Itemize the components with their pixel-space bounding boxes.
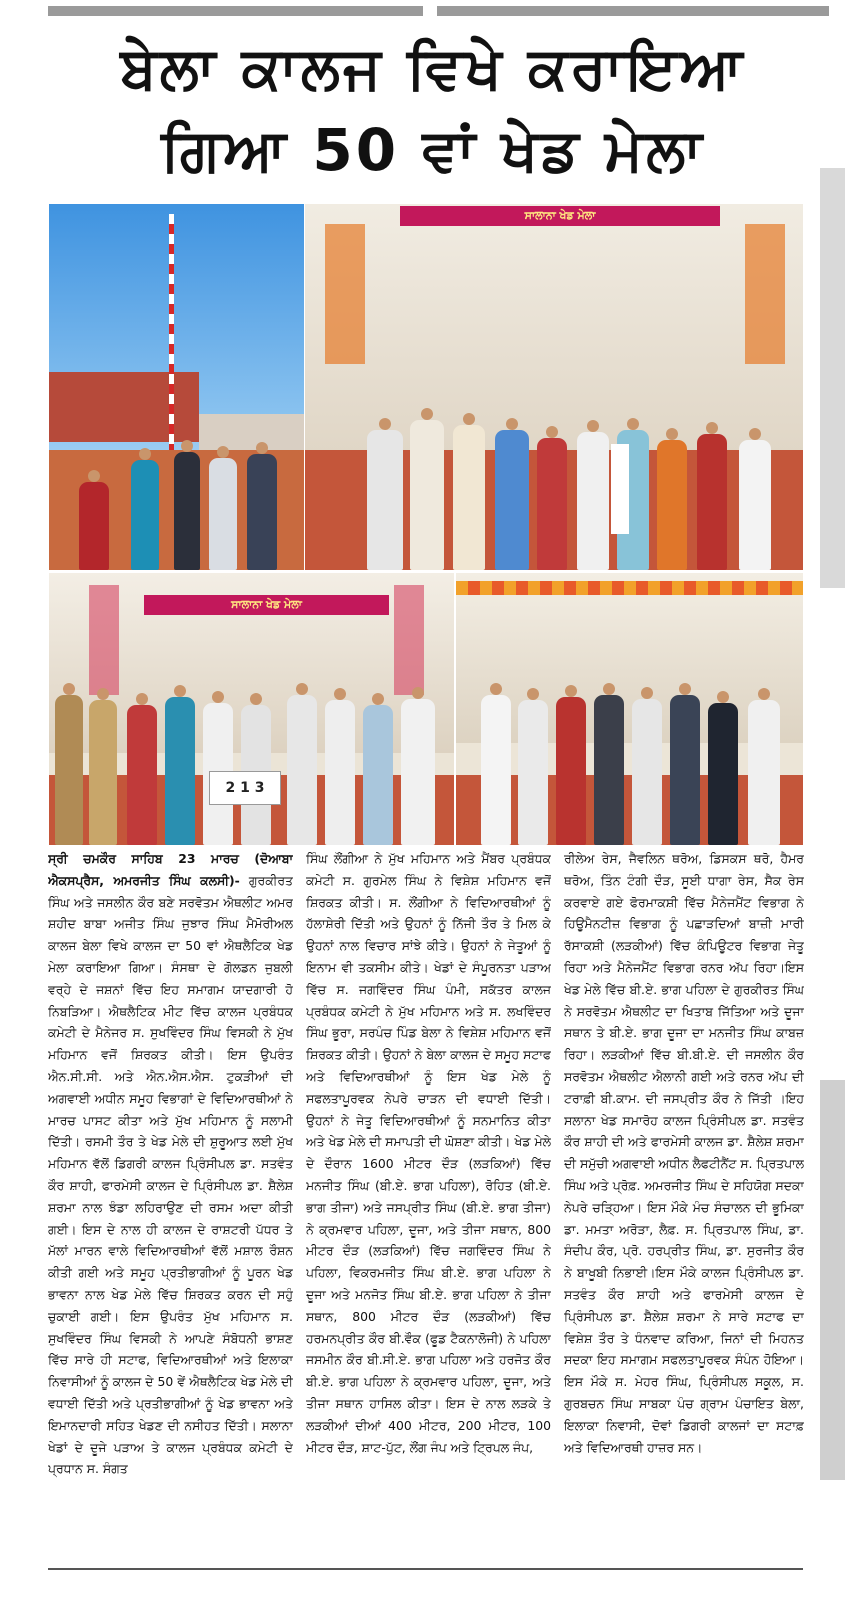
article-column-2: ਸਿੰਘ ਲੌਂਗੀਆ ਨੇ ਮੁੱਖ ਮਹਿਮਾਨ ਅਤੇ ਮੈਂਬਰ ਪ੍ਰਬੰਧਕ ਕਮੇਟੀ ਸ. ਗੁਰਮੇਲ ਸਿੰਘ ਨੇ ਵਿਸ਼ੇਸ਼ ਮਹਿਮਾਨ ਵਜੋਂ ਸ਼ਿਰਕਤ ਕੀਤੀ। ਸ. ਲੌਂਗੀਆ ਨੇ ਵਿਦਿਆਰਥੀਆਂ ਨੂੰ ਹੱਲਾਸ਼ੇਰੀ ਦਿੱਤੀ ਅਤੇ ਉਹਨਾਂ ਨੂੰ ਨਿੱਜੀ ਤੌਰ ਤੇ ਮਿਲ ਕੇ ਉਹਨਾਂ ਨਾਲ ਵਿਚਾਰ ਸਾਂਝੇ ਕੀਤੇ। ਉਹਨਾਂ ਨੇ ਜੇਤੂਆਂ ਨੂੰ ਇਨਾਮ ਵੀ ਤਕਸੀਮ ਕੀਤੇ। ਖੇਡਾਂ ਦੇ ਸੰਪੂਰਨਤਾ ਪੜਾਅ ਵਿੱਚ ਸ. ਜਗਵਿੰਦਰ ਸਿੰਘ ਪੰਮੀ, ਸਕੱਤਰ ਕਾਲਜ ਪ੍ਰਬੰਧਕ ਕਮੇਟੀ ਨੇ ਮੁੱਖ ਮਹਿਮਾਨ ਅਤੇ ਸ. ਲਖਵਿੰਦਰ ਸਿੰਘ ਭੂਰਾ, ਸਰਪੰਚ ਪਿੰਡ ਬੇਲਾ ਨੇ ਵਿਸ਼ੇਸ਼ ਮਹਿਮਾਨ ਵਜੋਂ ਸ਼ਿਰਕਤ ਕੀਤੀ। ਉਹਨਾਂ ਨੇ ਬੇਲਾ ਕਾਲਜ ਦੇ ਸਮੂਹ ਸਟਾਫ ਅਤੇ ਵਿਦਿਆਰਥੀਆਂ ਨੂੰ ਇਸ ਖੇਡ ਮੇਲੇ ਨੂੰ ਸਫਲਤਾਪੂਰਵਕ ਨੇਪਰੇ ਚਾੜਨ ਦੀ ਵਧਾਈ ਦਿੱਤੀ। ਉਹਨਾਂ ਨੇ ਜੇਤੂ ਵਿਦਿਆਰਥੀਆਂ ਨੂੰ ਸਨਮਾਨਿਤ ਕੀਤਾ ਅਤੇ ਖੇਡ ਮੇਲੇ ਦੀ ਸਮਾਪਤੀ ਦੀ ਘੋਸ਼ਣਾ ਕੀਤੀ। ਖੇਡ ਮੇਲੇ ਦੇ ਦੌਰਾਨ 1600 ਮੀਟਰ ਦੌੜ (ਲੜਕਿਆਂ) ਵਿੱਚ ਮਨਜੀਤ ਸਿੰਘ (ਬੀ.ਏ. ਭਾਗ ਪਹਿਲਾ), ਰੋਹਿਤ (ਬੀ.ਏ. ਭਾਗ ਤੀਜਾ) ਅਤੇ ਜਸਪ੍ਰੀਤ ਸਿੰਘ (ਬੀ.ਏ. ਭਾਗ ਤੀਜਾ) ਨੇ ਕ੍ਰਮਵਾਰ ਪਹਿਲਾ, ਦੂਜਾ, ਅਤੇ ਤੀਜਾ ਸਥਾਨ, 800 ਮੀਟਰ ਦੌੜ (ਲੜਕਿਆਂ) ਵਿੱਚ ਜਗਵਿੰਦਰ ਸਿੰਘ ਨੇ ਪਹਿਲਾ, ਵਿਕਰਮਜੀਤ ਸਿੰਘ ਬੀ.ਏ. ਭਾਗ ਪਹਿਲਾ ਨੇ ਦੂਜਾ ਅਤੇ ਮਨਜੋਤ ਸਿੰਘ ਬੀ.ਏ. ਭਾਗ ਪਹਿਲਾ ਨੇ ਤੀਜਾ ਸਥਾਨ, 800 ਮੀਟਰ ਦੌੜ (ਲੜਕੀਆਂ) ਵਿੱਚ ਹਰਮਨਪ੍ਰੀਤ ਕੌਰ ਬੀ.ਵੌਕ (ਫੂਡ ਟੈਕਨਾਲੋਜੀ) ਨੇ ਪਹਿਲਾ ਜਸਮੀਨ ਕੌਰ ਬੀ.ਸੀ.ਏ. ਭਾਗ ਪਹਿਲਾ ਅਤੇ ਹਰਜੋਤ ਕੌਰ ਬੀ.ਏ. ਭਾਗ ਪਹਿਲਾ ਨੇ ਕ੍ਰਮਵਾਰ ਪਹਿਲਾ, ਦੂਜਾ, ਅਤੇ ਤੀਜਾ ਸਥਾਨ ਹਾਸਿਲ ਕੀਤਾ। ਇਸ ਦੇ ਨਾਲ ਲੜਕੇ ਤੇ ਲੜਕੀਆਂ ਦੀਆਂ 400 ਮੀਟਰ, 200 ਮੀਟਰ, 100 ਮੀਟਰ ਦੌੜ, ਸ਼ਾਟ-ਪੁੱਟ, ਲੌਂਗ ਜੰਪ ਅਤੇ ਟ੍ਰਿਪਲ ਜੰਪ,: [306, 851, 551, 1455]
photo-award-winners: [455, 572, 804, 846]
headline-line-1: ਬੇਲਾ ਕਾਲਜ ਵਿਖੇ ਕਰਾਇਆ: [120, 34, 746, 102]
photo-flag-hoisting: [48, 203, 305, 571]
headline-line-2: ਗਿਆ 50 ਵਾਂ ਖੇਡ ਮੇਲਾ: [161, 116, 705, 184]
banner-annual-sports-2: ਸਾਲਾਨਾ ਖੇਡ ਮੇਲਾ: [144, 595, 389, 615]
adjacent-page-strip-2: [820, 1080, 845, 1480]
top-rule-right: [437, 6, 829, 16]
article-column-1-text: ਗੁਰਕੀਰਤ ਸਿੰਘ ਅਤੇ ਜਸਲੀਨ ਕੌਰ ਬਣੇ ਸਰਵੋਤਮ ਐਥਲੀਟ ਅਮਰ ਸ਼ਹੀਦ ਬਾਬਾ ਅਜੀਤ ਸਿੰਘ ਜੁਝਾਰ ਸਿੰਘ ਮੈਮੋਰੀਅਲ ਕਾਲਜ ਬੇਲਾ ਵਿਖੇ ਕਾਲਜ ਦਾ 50 ਵਾਂ ਐਥਲੈਟਿਕ ਖੇਡ ਮੇਲਾ ਕਰਾਇਆ ਗਿਆ। ਸੰਸਥਾ ਦੇ ਗੋਲਡਨ ਜੁਬਲੀ ਵਰ੍ਹੇ ਦੇ ਜਸ਼ਨਾਂ ਵਿੱਚ ਇਹ ਸਮਾਗਮ ਯਾਦਗਾਰੀ ਹੋ ਨਿਬੜਿਆ। ਐਥਲੈਟਿਕ ਮੀਟ ਵਿੱਚ ਕਾਲਜ ਪ੍ਰਬੰਧਕ ਕਮੇਟੀ ਦੇ ਮੈਨੇਜਰ ਸ. ਸੁਖਵਿੰਦਰ ਸਿੰਘ ਵਿਸਕੀ ਨੇ ਮੁੱਖ ਮਹਿਮਾਨ ਵਜੋਂ ਸ਼ਿਰਕਤ ਕੀਤੀ। ਇਸ ਉਪਰੰਤ ਐਨ.ਸੀ.ਸੀ. ਅਤੇ ਐਨ.ਐਸ.ਐਸ. ਟੁਕੜੀਆਂ ਦੀ ਅਗਵਾਈ ਅਧੀਨ ਸਮੂਹ ਵਿਭਾਗਾਂ ਦੇ ਵਿਦਿਆਰਥੀਆਂ ਨੇ ਮਾਰਚ ਪਾਸਟ ਕੀਤਾ ਅਤੇ ਮੁੱਖ ਮਹਿਮਾਨ ਨੂੰ ਸਲਾਮੀ ਦਿੱਤੀ। ਰਸਮੀ ਤੌਰ ਤੇ ਖੇਡ ਮੇਲੇ ਦੀ ਸ਼ੁਰੂਆਤ ਲਈ ਮੁੱਖ ਮਹਿਮਾਨ ਵੱਲੋਂ ਡਿਗਰੀ ਕਾਲਜ ਪ੍ਰਿੰਸੀਪਲ ਡਾ. ਸਤਵੰਤ ਕੌਰ ਸ਼ਾਹੀ, ਫਾਰਮੇਸੀ ਕਾਲਜ ਦੇ ਪ੍ਰਿੰਸੀਪਲ ਡਾ. ਸ਼ੈਲੇਸ਼ ਸ਼ਰਮਾ ਨਾਲ ਝੰਡਾ ਲਹਿਰਾਉਣ ਦੀ ਰਸਮ ਅਦਾ ਕੀਤੀ ਗਈ। ਇਸ ਦੇ ਨਾਲ ਹੀ ਕਾਲਜ ਦੇ ਰਾਸ਼ਟਰੀ ਪੱਧਰ ਤੇ ਮੱਲਾਂ ਮਾਰਨ ਵਾਲੇ ਵਿਦਿਆਰਥੀਆਂ ਵੱਲੋਂ ਮਸ਼ਾਲ ਰੌਸ਼ਨ ਕੀਤੀ ਗਈ ਅਤੇ ਸਮੂਹ ਪ੍ਰਤੀਭਾਗੀਆਂ ਨੂੰ ਪੂਰਨ ਖੇਡ ਭਾਵਨਾ ਨਾਲ ਖੇਡ ਮੇਲੇ ਵਿੱਚ ਸ਼ਿਰਕਤ ਕਰਨ ਦੀ ਸਹੁੰ ਚੁਕਾਈ ਗਈ। ਇਸ ਉਪਰੰਤ ਮੁੱਖ ਮਹਿਮਾਨ ਸ. ਸੁਖਵਿੰਦਰ ਸਿੰਘ ਵਿਸਕੀ ਨੇ ਆਪਣੇ ਸੰਬੋਧਨੀ ਭਾਸ਼ਣ ਵਿੱਚ ਸਾਰੇ ਹੀ ਸਟਾਫ, ਵਿਦਿਆਰਥੀਆਂ ਅਤੇ ਇਲਾਕਾ ਨਿਵਾਸੀਆਂ ਨੂੰ ਕਾਲਜ ਦੇ 50 ਵੇਂ ਐਥਲੈਟਿਕ ਖੇਡ ਮੇਲੇ ਦੀ ਵਧਾਈ ਦਿੱਤੀ ਅਤੇ ਪ੍ਰਤੀਭਾਗੀਆਂ ਨੂੰ ਖੇਡ ਭਾਵਨਾ ਅਤੇ ਇਮਾਨਦਾਰੀ ਸਹਿਤ ਖੇਡਣ ਦੀ ਨਸੀਹਤ ਦਿੱਤੀ। ਸਲਾਨਾ ਖੇਡਾਂ ਦੇ ਦੂਜੇ ਪੜਾਅ ਤੇ ਕਾਲਜ ਪ੍ਰਬੰਧਕ ਕਮੇਟੀ ਦੇ ਪ੍ਰਧਾਨ ਸ. ਸੰਗਤ: [48, 872, 293, 1477]
banner-annual-sports: ਸਾਲਾਨਾ ਖੇਡ ਮੇਲਾ: [400, 206, 720, 226]
photo-group-stage: [304, 203, 804, 571]
article-column-1: [48, 848, 293, 1560]
article-column-3: ਰੀਲੇਅ ਰੇਸ, ਜੈਵਲਿਨ ਥਰੋਅ, ਡਿਸਕਸ ਥਰੋ, ਹੈਮਰ ਥਰੋਅ, ਤਿੰਨ ਟੰਗੀ ਦੌੜ, ਸੂਈ ਧਾਗਾ ਰੇਸ, ਸੈਕ ਰੇਸ ਕਰਵਾਏ ਗਏ ਫੋਰਮਾਕਸ਼ੀ ਵਿੱਚ ਮੈਨੇਜਮੈਂਟ ਵਿਭਾਗ ਨੇ ਹਿਊਮੈਨਟੀਜ਼ ਵਿਭਾਗ ਨੂੰ ਪਛਾੜਦਿਆਂ ਬਾਜ਼ੀ ਮਾਰੀ ਰੱਸਾਕਸ਼ੀ (ਲੜਕੀਆਂ) ਵਿੱਚ ਕੰਪਿਊਟਰ ਵਿਭਾਗ ਜੇਤੂ ਰਿਹਾ ਅਤੇ ਮੈਨੇਜਮੈਂਟ ਵਿਭਾਗ ਰਨਰ ਅੱਪ ਰਿਹਾ।ਇਸ ਖੇਡ ਮੇਲੇ ਵਿੱਚ ਬੀ.ਏ. ਭਾਗ ਪਹਿਲਾ ਦੇ ਗੁਰਕੀਰਤ ਸਿੰਘ ਨੇ ਸਰਵੋਤਮ ਐਥਲੀਟ ਦਾ ਖਿਤਾਬ ਜਿੱਤਿਆ ਅਤੇ ਦੂਜਾ ਸਥਾਨ ਤੇ ਬੀ.ਏ. ਭਾਗ ਦੂਜਾ ਦਾ ਮਨਜੀਤ ਸਿੰਘ ਕਾਬਜ਼ ਰਿਹਾ। ਲੜਕੀਆਂ ਵਿੱਚ ਬੀ.ਬੀ.ਏ. ਦੀ ਜਸਲੀਨ ਕੌਰ ਸਰਵੋਤਮ ਐਥਲੀਟ ਐਲਾਨੀ ਗਈ ਅਤੇ ਰਨਰ ਅੱਪ ਦੀ ਟਰਾਫ਼ੀ ਬੀ.ਕਾਮ. ਦੀ ਜਸਪ੍ਰੀਤ ਕੌਰ ਨੇ ਜਿੱਤੀ ।ਇਹ ਸਲਾਨਾ ਖੇਡ ਸਮਾਰੋਹ ਕਾਲਜ ਪ੍ਰਿੰਸੀਪਲ ਡਾ. ਸਤਵੰਤ ਕੌਰ ਸ਼ਾਹੀ ਦੀ ਅਤੇ ਫਾਰਮੇਸੀ ਕਾਲਜ ਡਾ. ਸ਼ੈਲੇਸ਼ ਸ਼ਰਮਾ ਦੀ ਸਮੁੱਚੀ ਅਗਵਾਈ ਅਧੀਨ ਲੈਫਟੀਨੈਂਟ ਸ. ਪ੍ਰਿਤਪਾਲ ਸਿੰਘ ਅਤੇ ਪ੍ਰੋਫ਼. ਅਮਰਜੀਤ ਸਿੰਘ ਦੇ ਸਹਿਯੋਗ ਸਦਕਾ ਨੇਪਰੇ ਚੜ੍ਹਿਆ। ਇਸ ਮੌਕੇ ਮੰਚ ਸੰਚਾਲਨ ਦੀ ਭੂਮਿਕਾ ਡਾ. ਮਮਤਾ ਅਰੋੜਾ, ਲੈਫ਼. ਸ. ਪ੍ਰਿਤਪਾਲ ਸਿੰਘ, ਡਾ. ਸੰਦੀਪ ਕੌਰ, ਪ੍ਰੋ. ਹਰਪ੍ਰੀਤ ਸਿੰਘ, ਡਾ. ਸੁਰਜੀਤ ਕੌਰ ਨੇ ਬਾਖੂਬੀ ਨਿਭਾਈ।ਇਸ ਮੌਕੇ ਕਾਲਜ ਪ੍ਰਿੰਸੀਪਲ ਡਾ. ਸਤਵੰਤ ਕੌਰ ਸ਼ਾਹੀ ਅਤੇ ਫਾਰਮੇਸੀ ਕਾਲਜ ਦੇ ਪ੍ਰਿੰਸੀਪਲ ਡਾ. ਸ਼ੈਲੇਸ਼ ਸ਼ਰਮਾ ਨੇ ਸਾਰੇ ਸਟਾਫ ਦਾ ਵਿਸ਼ੇਸ਼ ਤੌਰ ਤੇ ਧੰਨਵਾਦ ਕਰਿਆ, ਜਿਨਾਂ ਦੀ ਮਿਹਨਤ ਸਦਕਾ ਇਹ ਸਮਾਗਮ ਸਫਲਤਾਪੂਰਵਕ ਸੰਪੰਨ ਹੋਇਆ। ਇਸ ਮੌਕੇ ਸ. ਮੇਹਰ ਸਿੰਘ, ਪ੍ਰਿੰਸੀਪਲ ਸਕੂਲ, ਸ. ਗੁਰਬਚਨ ਸਿੰਘ ਸਾਬਕਾ ਪੰਚ ਗ੍ਰਾਮ ਪੰਚਾਇਤ ਬੇਲਾ, ਇਲਾਕਾ ਨਿਵਾਸੀ, ਦੋਵਾਂ ਡਿਗਰੀ ਕਾਲਜਾਂ ਦਾ ਸਟਾਫ਼ ਅਤੇ ਵਿਦਿਆਰਥੀ ਹਾਜ਼ਰ ਸਨ।: [564, 851, 804, 1455]
bottom-rule: [48, 1568, 803, 1570]
photo-podium-ceremony: [48, 572, 455, 846]
victory-podium: 2 1 3: [209, 771, 281, 805]
article-dateline: ਸ੍ਰੀ ਚਮਕੌਰ ਸਾਹਿਬ 23 ਮਾਰਚ (ਦੋਆਬਾ ਐਕਸਪ੍ਰੈਸ, ਅਮਰਜੀਤ ਸਿੰਘ ਕਲਸੀ)-: [48, 851, 293, 888]
top-rule-left: [48, 6, 423, 16]
adjacent-page-strip: [820, 168, 845, 588]
